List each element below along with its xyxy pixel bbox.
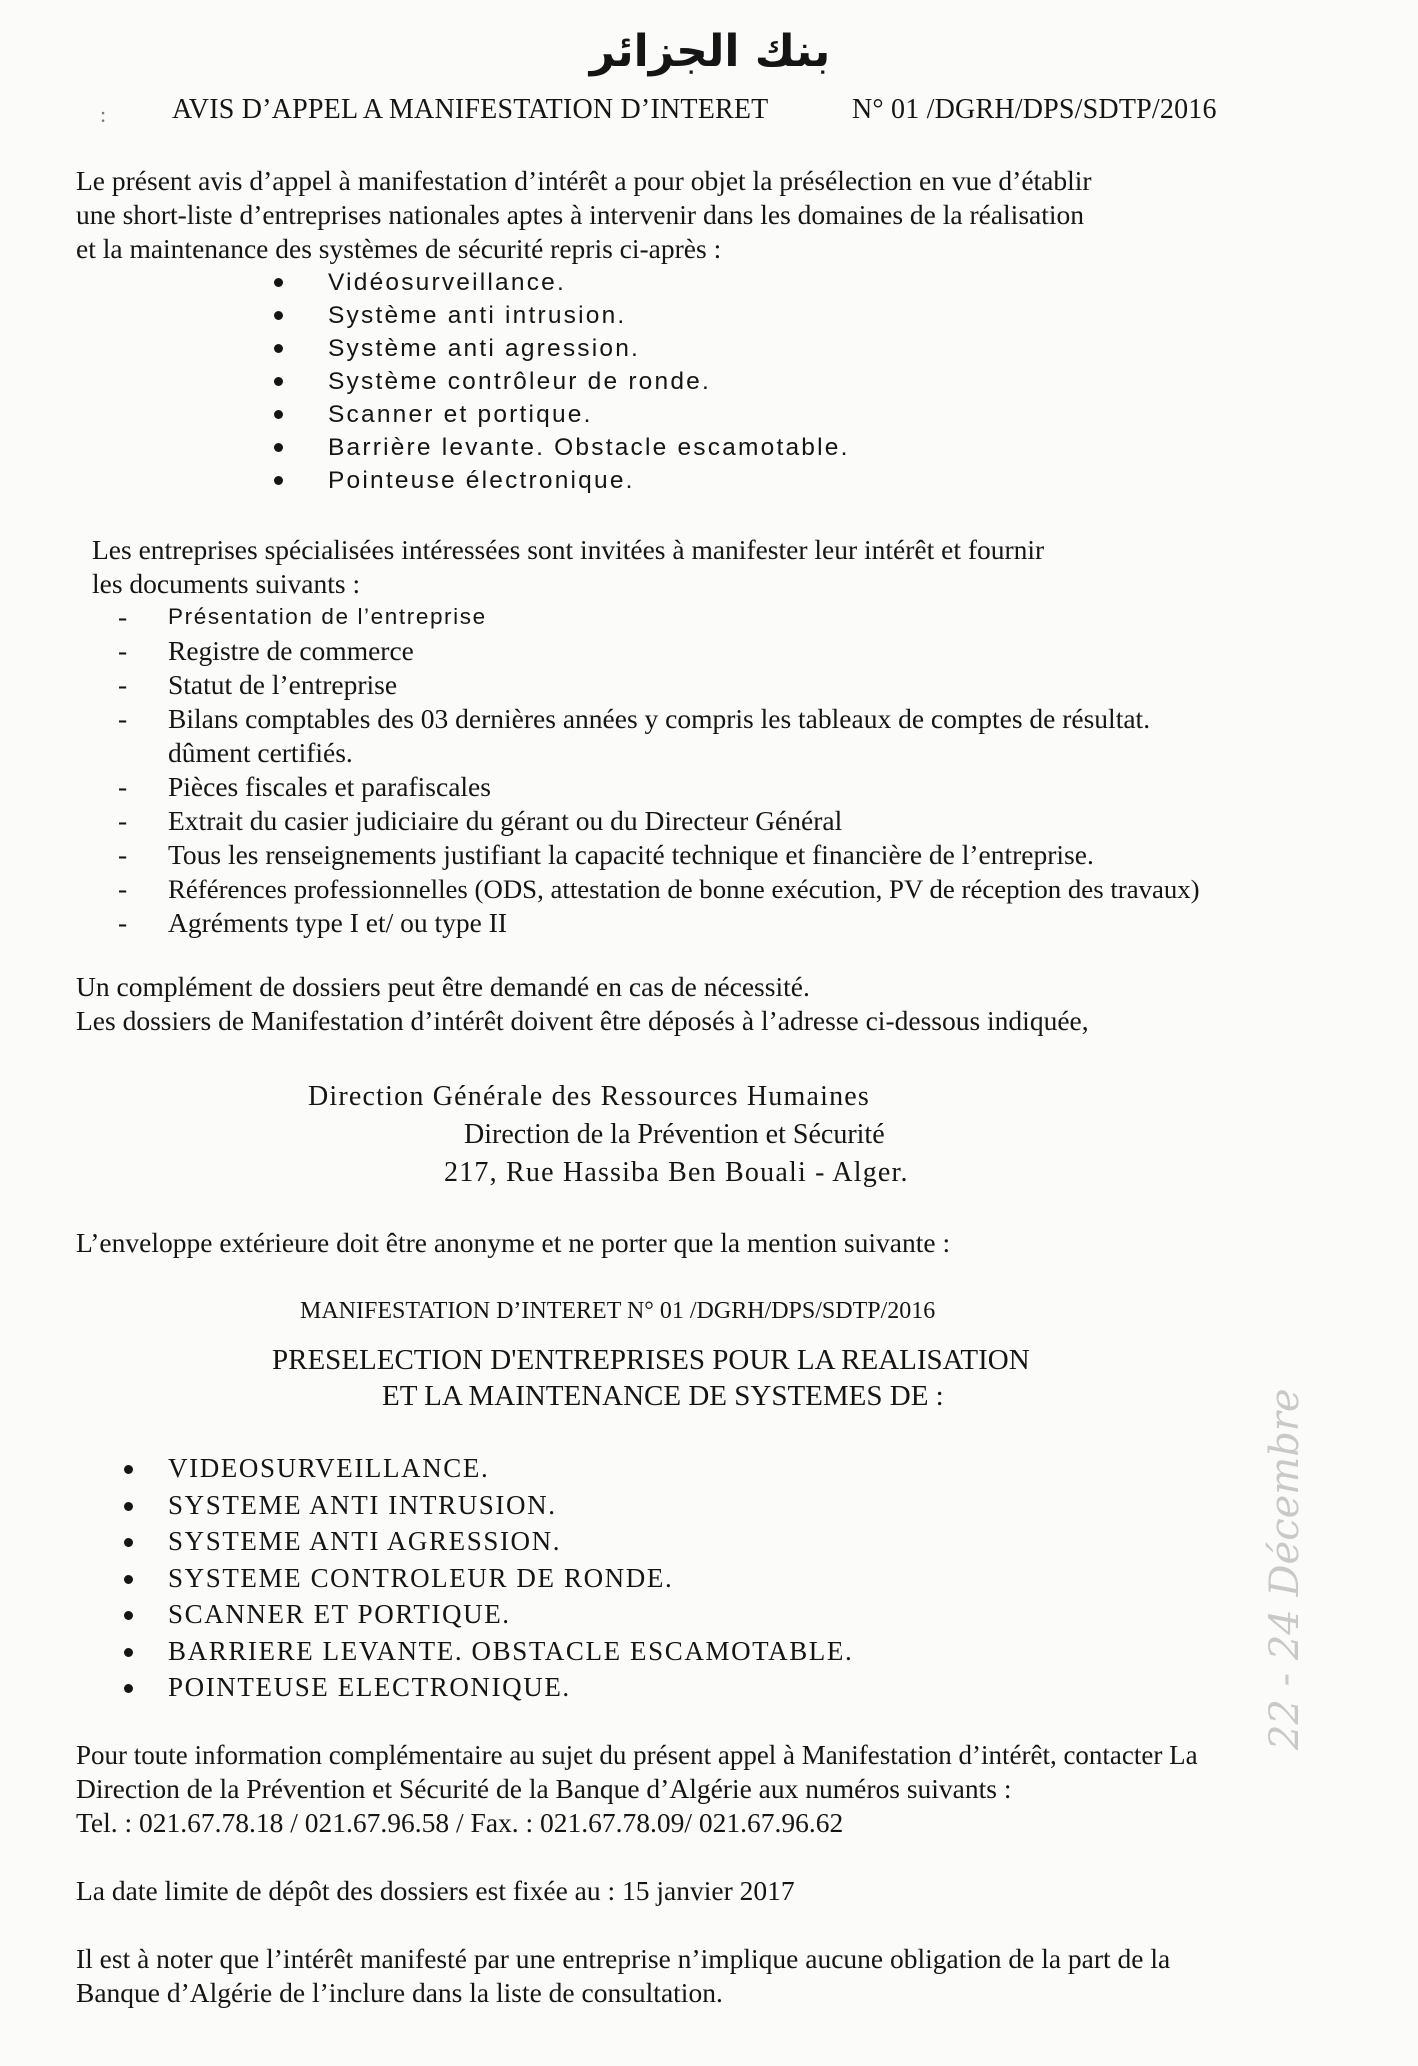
- notice-title: AVIS D’APPEL A MANIFESTATION D’INTERET: [172, 94, 769, 125]
- contact-line-1: Pour toute information complémentaire au sujet du présent appel à Manifestation d’intérêt, contacter La: [76, 1740, 1198, 1770]
- handwritten-margin-note: 22 - 24 Décembre: [1262, 1388, 1308, 1750]
- bullet-icon: [124, 1538, 133, 1547]
- closing-line-1: Il est à noter que l’intérêt manifesté par une entreprise n’implique aucune obligation de la part de la: [76, 1943, 1171, 1974]
- bullet-icon: [124, 1502, 133, 1511]
- closing-line-2: Banque d’Algérie de l’inclure dans la liste de consultation.: [76, 1977, 723, 2008]
- documents-line-1: Les entreprises spécialisées intéressées sont invitées à manifester leur intérêt et fournir: [92, 534, 1045, 565]
- address-line-2: Direction de la Prévention et Sécurité: [464, 1119, 885, 1150]
- envelope-title-line-1: PRESELECTION D'ENTREPRISES POUR LA REALISATION: [272, 1344, 1030, 1376]
- intro-line-2: une short-liste d’entreprises nationales aptes à intervenir dans les domaines de la réalisation: [76, 199, 1085, 230]
- bullet-icon: [274, 443, 283, 452]
- envelope-title-line-2: ET LA MAINTENANCE DE SYSTEMES DE :: [382, 1380, 944, 1412]
- address-line-3: 217, Rue Hassiba Ben Bouali - Alger.: [444, 1157, 909, 1188]
- bullet-icon: [274, 344, 283, 353]
- bullet-icon: [274, 311, 283, 320]
- bank-logo: [520, 18, 900, 86]
- bullet-icon: [124, 1684, 133, 1693]
- bullet-icon: [274, 476, 283, 485]
- notice-heading: [172, 94, 1312, 126]
- notice-reference: N° 01 /DGRH/DPS/SDTP/2016: [852, 94, 1217, 125]
- bank-logo-text: بنك الجزائر: [589, 26, 831, 77]
- bullet-icon: [274, 278, 283, 287]
- margin-tick: :: [100, 102, 107, 127]
- bullet-icon: [124, 1465, 133, 1474]
- envelope-intro: L’enveloppe extérieure doit être anonyme et ne porter que la mention suivante :: [76, 1227, 951, 1258]
- envelope-reference: MANIFESTATION D’INTERET N° 01 /DGRH/DPS/SDTP/2016: [300, 1298, 936, 1324]
- address-line-1: Direction Générale des Ressources Humaines: [308, 1081, 871, 1112]
- bullet-icon: [124, 1575, 133, 1584]
- deadline: La date limite de dépôt des dossiers est fixée au : 15 janvier 2017: [76, 1875, 795, 1906]
- deposit-line-2: Les dossiers de Manifestation d’intérêt doivent être déposés à l’adresse ci-dessous indiquée,: [76, 1005, 1089, 1036]
- deposit-line-1: Un complément de dossiers peut être demandé en cas de nécessité.: [76, 971, 810, 1002]
- bullet-icon: [124, 1611, 133, 1620]
- contact-phone-fax: Tel. : 021.67.78.18 / 021.67.96.58 / Fax. : 021.67.78.09/ 021.67.96.62: [76, 1807, 844, 1838]
- bullet-icon: [274, 377, 283, 386]
- document-page: بنك الجزائر : AVIS D’APPEL A MANIFESTATION D’INTERET N° 01 /DGRH/DPS/SDTP/2016 Le présent avis d’appel à manifestation d’intérêt a pour objet la présélection en vue d’établir une short-liste d’entreprises nationales aptes à intervenir dans les domaines de la réalisation et la maintenance des systèmes de sécurité repris ci-après : Vidéosurveillance. Système anti intrusion. Système anti agression. Système contrôleur de ronde. Scanner et portique. Barrière levante. Obstacle escamotable. Pointeuse électronique. Les entreprises spécialisées intéressées sont invitées à manifester leur intérêt et fournir les documents suivants : - Présentation de l’entreprise - Registre de commerce - Statut de l’entreprise - Bilans comptables des 03 dernières années y compris les tableaux de comptes de résultat. dûment certifiés. - Pièces fiscales et parafiscales - Extrait du casier judiciaire du gérant ou du Directeur Général - Tous les renseignements justifiant la capacité technique et financière de l’entreprise. - Références professionnelles (ODS, attestation de bonne exécution, PV de réception des travaux) - Agréments type I et/ ou type II Un complément de dossiers peut être demandé en cas de nécessité. Les dossiers de Manifestation d’intérêt doivent être déposés à l’adresse ci-dessous indiquée, Direction Générale des Ressources Humaines Direction de la Prévention et Sécurité 217, Rue Hassiba Ben Bouali - Alger. L’enveloppe extérieure doit être anonyme et ne porter que la mention suivante : MANIFESTATION D’INTERET N° 01 /DGRH/DPS/SDTP/2016 PRESELECTION D'ENTREPRISES POUR LA REALISATION ET LA MAINTENANCE DE SYSTEMES DE : VIDEOSURVEILLANCE. SYSTEME ANTI INTRUSION. SYSTEME ANTI AGRESSION. SYSTEME CONTROLEUR DE RONDE. SCANNER ET PORTIQUE. BARRIERE LEVANTE. OBSTACLE ESCAMOTABLE. POINTEUSE ELECTRONIQUE. Pour toute information complémentaire au sujet du présent appel à Manifestation d’intérêt, contacter La Direction de la Prévention et Sécurité de la Banque d’Algérie aux numéros suivants : Tel. : 021.67.78.18 / 021.67.96.58 / Fax. : 021.67.78.09/ 021.67.96.62 La date limite de dépôt des dossiers est fixée au : 15 janvier 2017 Il est à noter que l’intérêt manifesté par une entreprise n’implique aucune obligation de la part de la Banque d’Algérie de l’inclure dans la liste de consultation. 22 - 24 Décembre: [0, 0, 1418, 2066]
- intro-line-1: Le présent avis d’appel à manifestation d’intérêt a pour objet la présélection en vue d’établir: [76, 165, 1092, 196]
- documents-line-2: les documents suivants :: [92, 568, 361, 599]
- intro-line-3: et la maintenance des systèmes de sécurité repris ci-après :: [76, 233, 722, 264]
- bullet-icon: [124, 1648, 133, 1657]
- bullet-icon: [274, 410, 283, 419]
- contact-line-2: Direction de la Prévention et Sécurité de la Banque d’Algérie aux numéros suivants :: [76, 1773, 1012, 1804]
